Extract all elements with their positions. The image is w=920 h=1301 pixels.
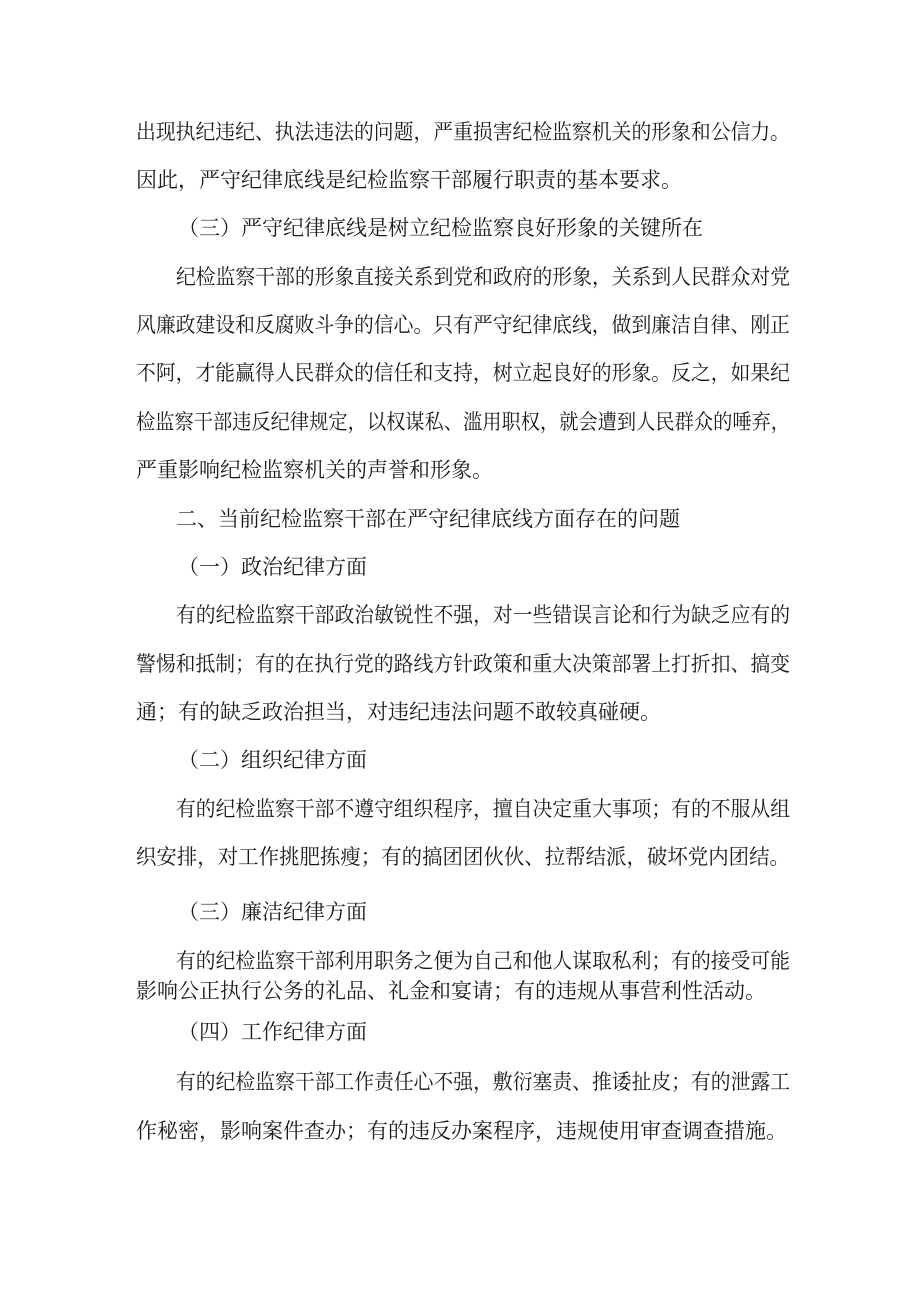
line-text: 有的纪检监察干部工作责任心不强，敷衍塞责、推诿扯皮；有的泄露工 (176, 1070, 791, 1094)
text-line (0, 976, 920, 1006)
section-heading (0, 897, 920, 927)
section-heading (0, 1017, 920, 1047)
text-line (0, 946, 920, 976)
line-text: 因此，严守纪律底线是纪检监察干部履行职责的基本要求。 (136, 168, 682, 192)
line-text: 有的纪检监察干部政治敏锐性不强，对一些错误言论和行为缺乏应有的 (176, 603, 791, 627)
line-text: 检监察干部违反纪律规定，以权谋私、滥用职权，就会遭到人民群众的唾弃， (136, 410, 791, 434)
section-heading (0, 745, 920, 775)
line-text: 警惕和抵制；有的在执行党的路线方针政策和重大决策部署上打折扣、搞变 (136, 652, 790, 676)
section-heading (0, 552, 920, 582)
heading-text: （一）政治纪律方面 (178, 555, 367, 579)
line-text: 风廉政建设和反腐败斗争的信心。只有严守纪律底线，做到廉洁自律、刚正 (136, 313, 790, 337)
line-text: 影响公正执行公务的礼品、礼金和宴请；有的违规从事营利性活动。 (136, 979, 766, 1003)
heading-text: （三）廉洁纪律方面 (178, 900, 367, 924)
text-line (0, 649, 920, 679)
line-text: 纪检监察干部的形象直接关系到党和政府的形象，关系到人民群众对党 (176, 265, 791, 289)
line-text: 有的纪检监察干部利用职务之便为自己和他人谋取私利；有的接受可能 (176, 949, 791, 973)
text-line (0, 697, 920, 727)
line-text: 严重影响纪检监察机关的声誉和形象。 (136, 458, 493, 482)
heading-text: （四）工作纪律方面 (178, 1020, 367, 1044)
section-heading (0, 213, 920, 243)
text-line (0, 794, 920, 824)
heading-text: （三）严守纪律底线是树立纪检监察良好形象的关键所在 (178, 216, 703, 240)
text-line (0, 358, 920, 388)
line-text: 通；有的缺乏政治担当，对违纪违法问题不敢较真碰硬。 (136, 700, 661, 724)
text-line (0, 262, 920, 292)
text-line (0, 1067, 920, 1097)
line-text: 出现执纪违纪、执法违法的问题，严重损害纪检监察机关的形象和公信力。 (136, 120, 790, 144)
text-line (0, 310, 920, 340)
text-line (0, 1116, 920, 1146)
text-line (0, 117, 920, 147)
line-text: 织安排，对工作挑肥拣瘦；有的搞团团伙伙、拉帮结派，破坏党内团结。 (136, 845, 790, 869)
text-line (0, 842, 920, 872)
heading-text: （二）组织纪律方面 (178, 748, 367, 772)
section-heading (0, 504, 920, 534)
heading-text: 二、当前纪检监察干部在严守纪律底线方面存在的问题 (176, 507, 680, 531)
text-line (0, 600, 920, 630)
line-text: 有的纪检监察干部不遵守组织程序，擅自决定重大事项；有的不服从组 (176, 797, 791, 821)
text-line (0, 407, 920, 437)
line-text: 作秘密，影响案件查办；有的违反办案程序，违规使用审查调查措施。 (136, 1119, 787, 1143)
text-line (0, 455, 920, 485)
text-line (0, 165, 920, 195)
line-text: 不阿，才能赢得人民群众的信任和支持，树立起良好的形象。反之，如果纪 (136, 361, 790, 385)
